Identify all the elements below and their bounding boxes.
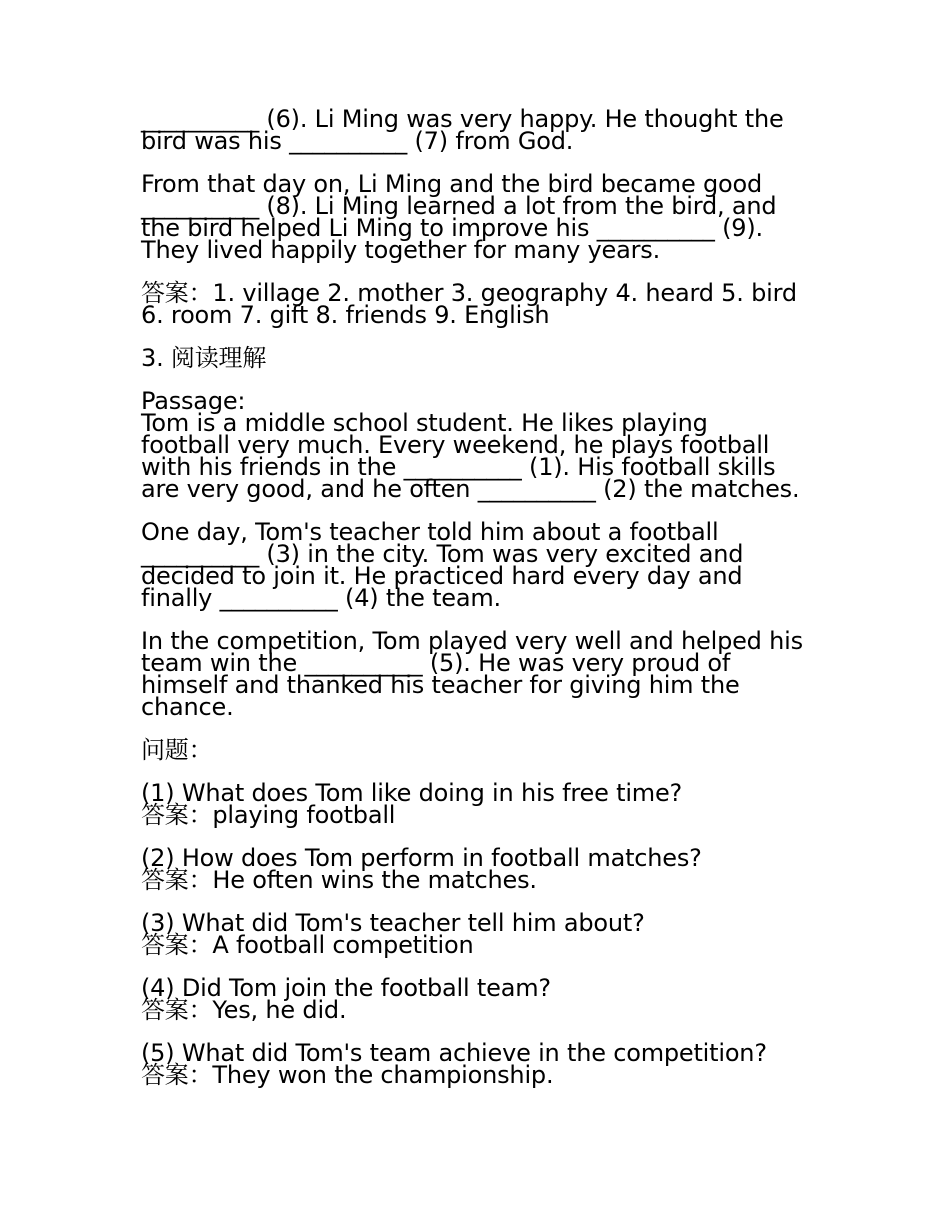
- text-line: himself and thanked his teacher for giving him the: [141, 671, 740, 699]
- section-heading: 3. 阅读理解: [141, 344, 267, 372]
- answer-text: 答案：He often wins the matches.: [141, 866, 537, 894]
- text-line: are very good, and he often __________ (2) the matches.: [141, 475, 800, 503]
- text-line: finally __________ (4) the team.: [141, 584, 501, 612]
- text-line: with his friends in the __________ (1). His football skills: [141, 453, 776, 481]
- question-text: (1) What does Tom like doing in his free time?: [141, 779, 683, 807]
- answer-text: 答案：Yes, he did.: [141, 996, 347, 1024]
- qa-item-3: [141, 909, 821, 959]
- answer-text: 答案：They won the championship.: [141, 1061, 554, 1089]
- passage-paragraph-3: [141, 627, 821, 721]
- answer-key: [141, 279, 821, 329]
- text-line: __________ (6). Li Ming was very happy. He thought the: [141, 105, 784, 133]
- answer-text: 答案：playing football: [141, 801, 396, 829]
- text-line: Tom is a middle school student. He likes playing: [141, 409, 708, 437]
- question-text: (2) How does Tom perform in football matches?: [141, 844, 702, 872]
- text-line: bird was his __________ (7) from God.: [141, 127, 574, 155]
- qa-item-1: [141, 779, 821, 829]
- text-line: decided to join it. He practiced hard every day and: [141, 562, 743, 590]
- text-line: the bird helped Li Ming to improve his __________ (9).: [141, 214, 763, 242]
- text-line: __________ (3) in the city. Tom was very excited and: [141, 540, 744, 568]
- qa-item-5: [141, 1039, 821, 1089]
- text-line: From that day on, Li Ming and the bird became good: [141, 170, 763, 198]
- answer-line: 6. room 7. gift 8. friends 9. English: [141, 301, 550, 329]
- document-content: [141, 105, 821, 1089]
- text-line: In the competition, Tom played very well and helped his: [141, 627, 803, 655]
- story-paragraph-8-9: [141, 170, 821, 264]
- answer-line: 答案：1. village 2. mother 3. geography 4. heard 5. bird: [141, 279, 797, 307]
- question-text: (4) Did Tom join the football team?: [141, 974, 551, 1002]
- passage-paragraph-2: [141, 518, 821, 612]
- text-line: football very much. Every weekend, he plays football: [141, 431, 770, 459]
- text-line: One day, Tom's teacher told him about a football: [141, 518, 719, 546]
- qa-item-4: [141, 974, 821, 1024]
- text-line: chance.: [141, 693, 234, 721]
- passage-label: Passage:: [141, 387, 246, 415]
- text-line: They lived happily together for many years.: [141, 236, 661, 264]
- answer-text: 答案：A football competition: [141, 931, 474, 959]
- text-line: team win the __________ (5). He was very proud of: [141, 649, 731, 677]
- passage-paragraph-1: [141, 387, 821, 503]
- text-line: __________ (8). Li Ming learned a lot from the bird, and: [141, 192, 777, 220]
- questions-label: 问题：: [141, 736, 213, 764]
- question-text: (3) What did Tom's teacher tell him about?: [141, 909, 645, 937]
- qa-item-2: [141, 844, 821, 894]
- story-paragraph-6-7: [141, 105, 821, 155]
- question-text: (5) What did Tom's team achieve in the competition?: [141, 1039, 767, 1067]
